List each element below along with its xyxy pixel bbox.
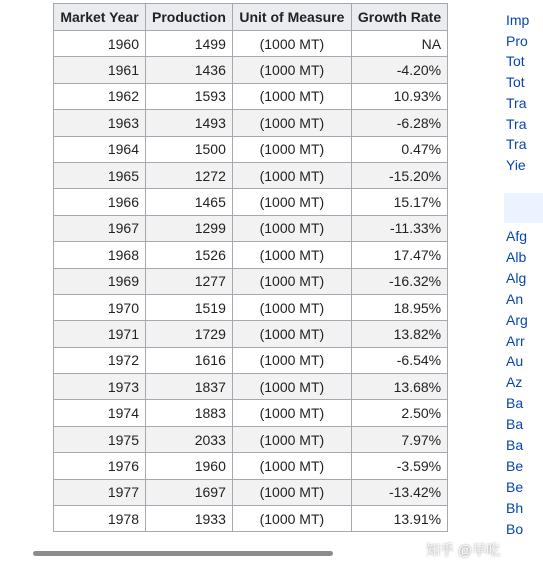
cell-growth-rate: -15.20% [351, 162, 447, 188]
cell-production: 1277 [146, 268, 233, 294]
cell-growth-rate: -3.59% [351, 453, 447, 479]
cell-growth-rate: 18.95% [351, 294, 447, 320]
table-row [54, 162, 448, 188]
sidebar-country-link[interactable]: Alb [506, 248, 527, 265]
cell-unit-of-measure: (1000 MT) [232, 294, 351, 320]
cell-unit-of-measure: (1000 MT) [232, 189, 351, 215]
table-row [54, 83, 448, 109]
cell-growth-rate: 17.47% [351, 242, 447, 268]
sidebar-link[interactable]: Imp [506, 12, 530, 28]
sidebar-link[interactable]: Pro [506, 32, 528, 49]
cell-growth-rate: 15.17% [351, 189, 447, 215]
cell-growth-rate: 7.97% [351, 426, 447, 452]
cell-production: 1272 [146, 162, 233, 188]
cell-market-year: 1969 [54, 268, 146, 294]
cell-growth-rate: 13.91% [351, 506, 447, 532]
sidebar-country-link[interactable]: Alg [506, 269, 527, 286]
table-row [54, 215, 448, 241]
table-row [54, 400, 448, 426]
sidebar-country-link[interactable]: Arr [506, 332, 525, 349]
cell-production: 1493 [146, 110, 233, 136]
cell-unit-of-measure: (1000 MT) [232, 268, 351, 294]
cell-unit-of-measure: (1000 MT) [232, 31, 351, 57]
table-row [54, 110, 448, 136]
horizontal-scrollbar-track[interactable] [0, 558, 543, 574]
production-table [53, 3, 448, 532]
header-production[interactable]: Production [146, 4, 233, 31]
cell-unit-of-measure: (1000 MT) [232, 506, 351, 532]
sidebar-link[interactable]: Tra [506, 115, 527, 132]
cell-growth-rate: -13.42% [351, 479, 447, 505]
sidebar-link[interactable]: Yie [506, 156, 526, 173]
sidebar-country-link[interactable]: Au [506, 353, 524, 370]
cell-unit-of-measure: (1000 MT) [232, 83, 351, 109]
cell-unit-of-measure: (1000 MT) [232, 215, 351, 241]
sidebar-country-link[interactable]: Arg [506, 311, 528, 328]
cell-growth-rate: -6.28% [351, 110, 447, 136]
cell-market-year: 1968 [54, 242, 146, 268]
cell-production: 1465 [146, 189, 233, 215]
cell-production: 1616 [146, 347, 233, 373]
table-row [54, 189, 448, 215]
table-header-row [54, 4, 448, 31]
table-row [54, 506, 448, 532]
sidebar-links [504, 0, 543, 560]
cell-unit-of-measure: (1000 MT) [232, 136, 351, 162]
table-row [54, 347, 448, 373]
cell-market-year: 1962 [54, 83, 146, 109]
cell-growth-rate: 10.93% [351, 83, 447, 109]
cell-market-year: 1972 [54, 347, 146, 373]
cell-market-year: 1960 [54, 31, 146, 57]
cell-growth-rate: -4.20% [351, 57, 447, 83]
cell-growth-rate: NA [351, 31, 447, 57]
table-body [54, 31, 448, 532]
cell-market-year: 1963 [54, 110, 146, 136]
header-growth-rate[interactable]: Growth Rate [351, 4, 447, 31]
table-row [54, 294, 448, 320]
table-row [54, 268, 448, 294]
cell-unit-of-measure: (1000 MT) [232, 426, 351, 452]
table-row [54, 57, 448, 83]
cell-production: 1436 [146, 57, 233, 83]
table-row [54, 374, 448, 400]
cell-unit-of-measure: (1000 MT) [232, 162, 351, 188]
cell-market-year: 1970 [54, 294, 146, 320]
cell-market-year: 1967 [54, 215, 146, 241]
sidebar-country-link[interactable]: Ba [506, 395, 524, 412]
cell-unit-of-measure: (1000 MT) [232, 110, 351, 136]
cell-growth-rate: 2.50% [351, 400, 447, 426]
cell-production: 1526 [146, 242, 233, 268]
table-row [54, 242, 448, 268]
sidebar-country-link[interactable]: Bh [506, 499, 524, 516]
cell-production: 1593 [146, 83, 233, 109]
sidebar-country-link[interactable]: Az [506, 374, 523, 391]
table-row [54, 453, 448, 479]
cell-unit-of-measure: (1000 MT) [232, 242, 351, 268]
cell-unit-of-measure: (1000 MT) [232, 347, 351, 373]
cell-market-year: 1976 [54, 453, 146, 479]
cell-production: 1729 [146, 321, 233, 347]
cell-market-year: 1975 [54, 426, 146, 452]
cell-market-year: 1971 [54, 321, 146, 347]
cell-growth-rate: 13.68% [351, 374, 447, 400]
sidebar-country-link[interactable]: Be [506, 457, 524, 474]
table-row [54, 426, 448, 452]
cell-market-year: 1966 [54, 189, 146, 215]
cell-production: 1883 [146, 400, 233, 426]
cell-production: 1519 [146, 294, 233, 320]
cell-market-year: 1965 [54, 162, 146, 188]
cell-market-year: 1977 [54, 479, 146, 505]
cell-production: 2033 [146, 426, 233, 452]
cell-market-year: 1978 [54, 506, 146, 532]
header-market-year[interactable]: Market Year [54, 4, 146, 31]
sidebar-link[interactable]: Tot [506, 53, 525, 70]
sidebar-country-link[interactable]: Be [506, 478, 524, 495]
sidebar-country-link[interactable]: Afg [506, 228, 528, 244]
cell-growth-rate: 13.82% [351, 321, 447, 347]
sidebar-country-link[interactable]: Ba [506, 437, 524, 453]
cell-market-year: 1974 [54, 400, 146, 426]
cell-unit-of-measure: (1000 MT) [232, 321, 351, 347]
cell-unit-of-measure: (1000 MT) [232, 374, 351, 400]
cell-unit-of-measure: (1000 MT) [232, 453, 351, 479]
cell-market-year: 1964 [54, 136, 146, 162]
horizontal-scrollbar-thumb[interactable] [33, 551, 333, 556]
cell-growth-rate: -6.54% [351, 347, 447, 373]
sidebar-link[interactable]: Tra [506, 94, 527, 111]
cell-unit-of-measure: (1000 MT) [232, 479, 351, 505]
watermark-text: 知乎 @早吃 [426, 542, 501, 558]
cell-unit-of-measure: (1000 MT) [232, 57, 351, 83]
cell-production: 1933 [146, 506, 233, 532]
cell-growth-rate: -11.33% [351, 215, 447, 241]
table-row [54, 479, 448, 505]
cell-market-year: 1973 [54, 374, 146, 400]
cell-unit-of-measure: (1000 MT) [232, 400, 351, 426]
sidebar-link[interactable]: Tra [506, 136, 527, 153]
sidebar-country-link[interactable]: Bo [506, 520, 524, 537]
sidebar-country-link[interactable]: An [506, 290, 524, 307]
cell-production: 1500 [146, 136, 233, 162]
cell-production: 1299 [146, 215, 233, 241]
cell-production: 1837 [146, 374, 233, 400]
table-row [54, 321, 448, 347]
sidebar-link[interactable]: Tot [506, 74, 525, 91]
cell-growth-rate: 0.47% [351, 136, 447, 162]
sidebar-panel-header [504, 193, 543, 223]
table-row [54, 31, 448, 57]
sidebar-country-link[interactable]: Ba [506, 416, 524, 433]
cell-growth-rate: -16.32% [351, 268, 447, 294]
cell-market-year: 1961 [54, 57, 146, 83]
cell-production: 1697 [146, 479, 233, 505]
cell-production: 1960 [146, 453, 233, 479]
header-unit-of-measure[interactable]: Unit of Measure [232, 4, 351, 31]
table-row [54, 136, 448, 162]
cell-production: 1499 [146, 31, 233, 57]
